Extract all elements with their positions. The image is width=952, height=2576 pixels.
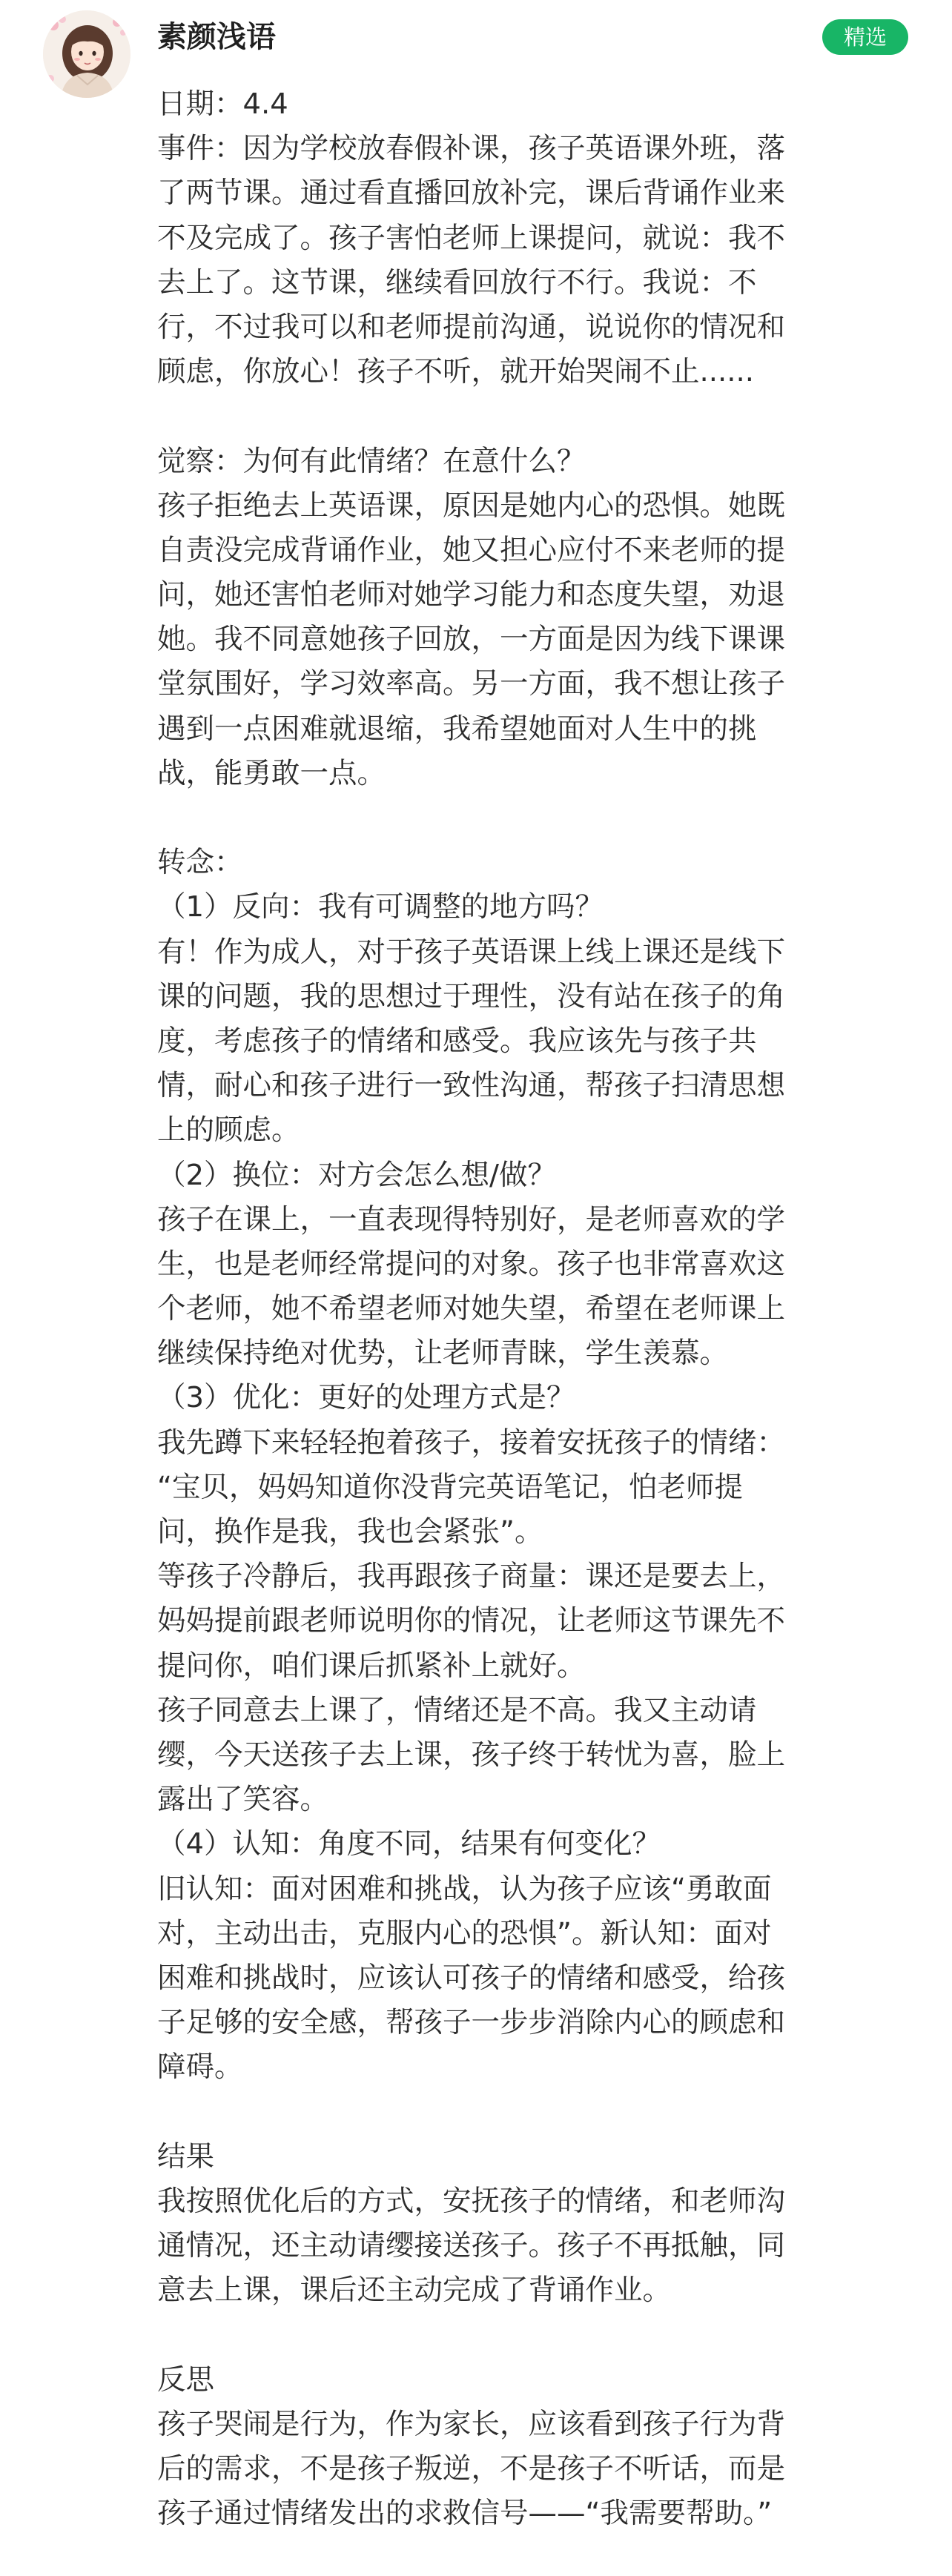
post-text-line: 困难和挑战时，应该认可孩子的情绪和感受，给孩 <box>157 1961 786 1995</box>
post-text-line: 不及完成了。孩子害怕老师上课提问，就说：我不 <box>157 221 786 255</box>
post-text-line: （2）换位：对方会怎么想/做？ <box>157 1158 556 1192</box>
post-text-line: 意去上课，课后还主动完成了背诵作业。 <box>157 2274 672 2308</box>
post-text-line: 生，也是老师经常提问的对象。孩子也非常喜欢这 <box>157 1247 786 1281</box>
post-text-line: 结果 <box>157 2139 215 2173</box>
paragraph-spacer <box>157 796 921 841</box>
post-text-line: 自责没完成背诵作业，她又担心应付不来老师的提 <box>157 533 786 567</box>
post-body <box>157 82 921 2536</box>
post-text-line: 对，主动出击，克服内心的恐惧”。新认知：面对 <box>157 1916 772 1950</box>
username[interactable]: 素颜浅语 <box>157 20 276 54</box>
post-text-line: 她。我不同意她孩子回放，一方面是因为线下课课 <box>157 623 786 657</box>
post-text-line: 行，不过我可以和老师提前沟通，说说你的情况和 <box>157 310 786 344</box>
post-text-line: 继续保持绝对优势，让老师青睐，学生羡慕。 <box>157 1337 729 1371</box>
post-text-line: 问，她还害怕老师对她学习能力和态度失望，劝退 <box>157 578 786 612</box>
post-text-line: 孩子拒绝去上英语课，原因是她内心的恐惧。她既 <box>157 489 786 523</box>
post-text-line: 问，换作是我，我也会紧张”。 <box>157 1515 543 1549</box>
post-text-line: 遇到一点困难就退缩，我希望她面对人生中的挑 <box>157 712 757 746</box>
post-text-line: 事件：因为学校放春假补课，孩子英语课外班，落 <box>157 132 786 166</box>
post-text-line: 子足够的安全感，帮孩子一步步消除内心的顾虑和 <box>157 2006 786 2040</box>
post-text-line: 觉察：为何有此情绪？在意什么？ <box>157 444 586 478</box>
paragraph-spacer <box>157 2313 921 2357</box>
post-text-line: 日期：4.4 <box>157 87 288 121</box>
post-text-line: 去上了。这节课，继续看回放行不行。我说：不 <box>157 265 757 299</box>
post-text-line: 度，考虑孩子的情绪和感受。我应该先与孩子共 <box>157 1024 757 1058</box>
post-text-line: （3）优化：更好的处理方式是？ <box>157 1381 575 1415</box>
user-avatar[interactable] <box>43 10 130 98</box>
paragraph-spacer <box>157 2090 921 2134</box>
post-text-line: 上的顾虑。 <box>157 1113 300 1148</box>
post-text-line: 顾虑，你放心！孩子不听，就开始哭闹不止...... <box>157 355 754 389</box>
paragraph-spacer <box>157 394 921 439</box>
post-text-line: 孩子哭闹是行为，作为家长，应该看到孩子行为背 <box>157 2407 786 2441</box>
post-text-line: 反思 <box>157 2363 215 2397</box>
post-text-line: 提问你，咱们课后抓紧补上就好。 <box>157 1649 586 1683</box>
post-text-line: 孩子通过情绪发出的求救信号——“我需要帮助。” <box>157 2497 773 2531</box>
post-text-line: 缨，今天送孩子去上课，孩子终于转忧为喜，脸上 <box>157 1738 786 1772</box>
post-text-line: 了两节课。通过看直播回放补完，课后背诵作业来 <box>157 176 786 211</box>
post-text-line: 课的问题，我的思想过于理性，没有站在孩子的角 <box>157 979 786 1013</box>
post-text-line: 有！作为成人，对于孩子英语课上线上课还是线下 <box>157 935 786 969</box>
post-text-line: 孩子同意去上课了，情绪还是不高。我又主动请 <box>157 1693 757 1727</box>
post-text-line: 露出了笑容。 <box>157 1783 329 1817</box>
post-text-line: （4）认知：角度不同，结果有何变化？ <box>157 1827 661 1861</box>
post-text-line: 旧认知：面对困难和挑战，认为孩子应该“勇敢面 <box>157 1872 772 1906</box>
post-text-line: 后的需求，不是孩子叛逆，不是孩子不听话，而是 <box>157 2451 786 2486</box>
post-text-line: “宝贝，妈妈知道你没背完英语笔记，怕老师提 <box>157 1470 743 1504</box>
post-text-line: 情，耐心和孩子进行一致性沟通，帮孩子扫清思想 <box>157 1069 786 1103</box>
featured-badge: 精选 <box>822 19 908 55</box>
post-text-line: 障碍。 <box>157 2050 243 2085</box>
post-text-line: （1）反向：我有可调整的地方吗？ <box>157 890 604 924</box>
post-header <box>0 0 952 82</box>
post-text-line: 我先蹲下来轻轻抱着孩子，接着安抚孩子的情绪： <box>157 1426 786 1460</box>
post-text-line: 通情况，还主动请缨接送孩子。孩子不再抵触，同 <box>157 2229 786 2262</box>
girl-avatar-icon <box>43 10 130 98</box>
post-text-line: 等孩子冷静后，我再跟孩子商量：课还是要去上， <box>157 1560 786 1594</box>
post-text-line: 个老师，她不希望老师对她失望，希望在老师课上 <box>157 1292 786 1326</box>
post-text-line: 我按照优化后的方式，安抚孩子的情绪，和老师沟 <box>157 2184 786 2218</box>
post-text-line: 战，能勇敢一点。 <box>157 756 386 790</box>
post-text-line: 堂氛围好，学习效率高。另一方面，我不想让孩子 <box>157 667 786 701</box>
post-text-line: 转念： <box>157 846 243 880</box>
post-text-line: 妈妈提前跟老师说明你的情况，让老师这节课先不 <box>157 1604 786 1638</box>
post-text-line: 孩子在课上，一直表现得特别好，是老师喜欢的学 <box>157 1202 786 1236</box>
